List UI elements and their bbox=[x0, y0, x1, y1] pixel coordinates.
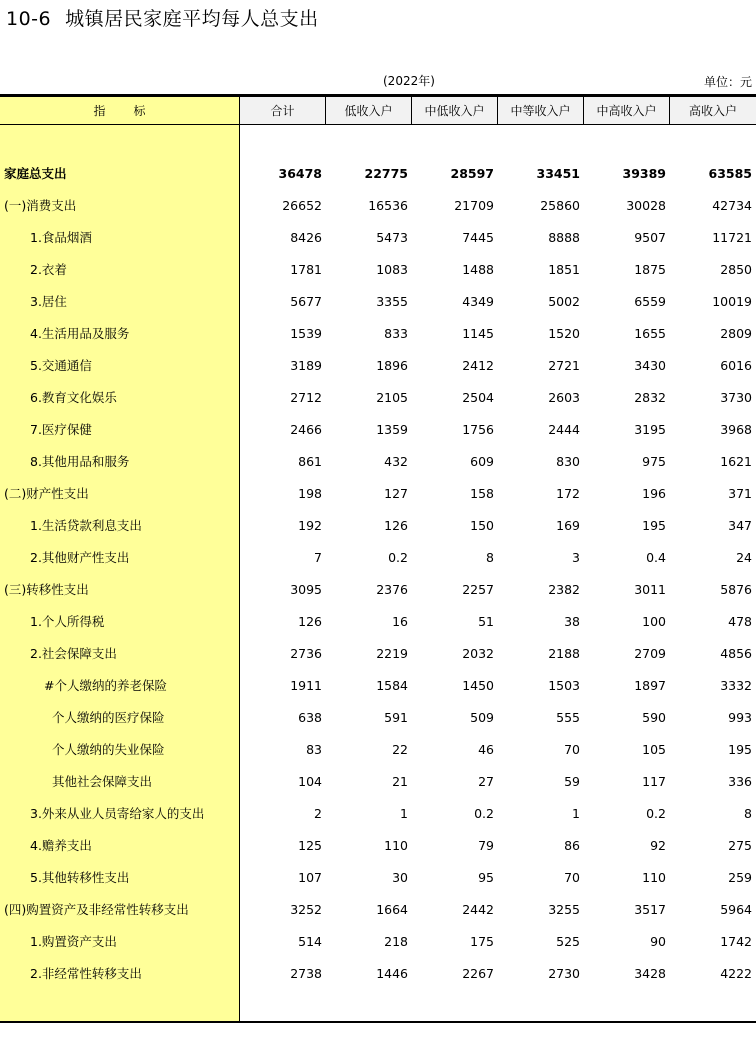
cell-total: 1539 bbox=[290, 326, 322, 341]
row-label: 5.交通通信 bbox=[30, 358, 92, 373]
table-row bbox=[0, 574, 756, 606]
table-row bbox=[0, 638, 756, 670]
table-row bbox=[0, 350, 756, 382]
cell-upper-middle-income: 92 bbox=[650, 838, 666, 853]
row-label: 4.生活用品及服务 bbox=[30, 326, 130, 341]
table-row bbox=[0, 382, 756, 414]
header-upper-middle-income: 中高收入户 bbox=[584, 97, 670, 125]
row-label: 1.生活贷款利息支出 bbox=[30, 518, 142, 533]
cell-low-income: 1896 bbox=[376, 358, 408, 373]
table-row bbox=[0, 606, 756, 638]
cell-high-income: 195 bbox=[728, 742, 752, 757]
cell-upper-middle-income: 3011 bbox=[634, 582, 666, 597]
cell-high-income: 6016 bbox=[720, 358, 752, 373]
cell-high-income: 1742 bbox=[720, 934, 752, 949]
cell-low-income: 1584 bbox=[376, 678, 408, 693]
row-label: 7.医疗保健 bbox=[30, 422, 92, 437]
cell-high-income: 478 bbox=[728, 614, 752, 629]
row-label: (一)消费支出 bbox=[4, 198, 77, 213]
cell-middle-income: 830 bbox=[556, 454, 580, 469]
unit-label: 单位：元 bbox=[703, 75, 752, 89]
cell-total: 514 bbox=[298, 934, 322, 949]
row-label: (四)购置资产及非经常性转移支出 bbox=[4, 902, 189, 917]
row-label: 2.其他财产性支出 bbox=[30, 550, 130, 565]
table-row bbox=[0, 190, 756, 222]
cell-high-income: 24 bbox=[736, 550, 752, 565]
cell-middle-income: 2721 bbox=[548, 358, 580, 373]
page-title bbox=[6, 4, 319, 31]
cell-upper-middle-income: 1897 bbox=[634, 678, 666, 693]
cell-lower-middle-income: 2267 bbox=[462, 966, 494, 981]
cell-lower-middle-income: 8 bbox=[486, 550, 494, 565]
cell-lower-middle-income: 1756 bbox=[462, 422, 494, 437]
cell-low-income: 5473 bbox=[376, 230, 408, 245]
cell-middle-income: 86 bbox=[564, 838, 580, 853]
row-label: 1.购置资产支出 bbox=[30, 934, 117, 949]
table-row bbox=[0, 830, 756, 862]
header-indicator: 指标 bbox=[0, 97, 240, 125]
cell-lower-middle-income: 150 bbox=[470, 518, 494, 533]
table-row bbox=[0, 958, 756, 990]
cell-upper-middle-income: 2832 bbox=[634, 390, 666, 405]
cell-lower-middle-income: 21709 bbox=[454, 198, 494, 213]
row-label: 6.教育文化娱乐 bbox=[30, 390, 117, 405]
table-row bbox=[0, 926, 756, 958]
cell-total: 36478 bbox=[278, 166, 322, 181]
table-row bbox=[0, 318, 756, 350]
cell-upper-middle-income: 117 bbox=[642, 774, 666, 789]
year-label: (2022年) bbox=[383, 74, 435, 88]
row-label: 2.非经常性转移支出 bbox=[30, 966, 142, 981]
cell-lower-middle-income: 27 bbox=[478, 774, 494, 789]
cell-low-income: 1446 bbox=[376, 966, 408, 981]
cell-high-income: 42734 bbox=[712, 198, 752, 213]
cell-lower-middle-income: 28597 bbox=[450, 166, 494, 181]
cell-upper-middle-income: 39389 bbox=[622, 166, 666, 181]
cell-total: 638 bbox=[298, 710, 322, 725]
row-label: 家庭总支出 bbox=[4, 166, 67, 181]
cell-total: 7 bbox=[314, 550, 322, 565]
cell-low-income: 126 bbox=[384, 518, 408, 533]
cell-upper-middle-income: 105 bbox=[642, 742, 666, 757]
cell-middle-income: 525 bbox=[556, 934, 580, 949]
cell-total: 104 bbox=[298, 774, 322, 789]
cell-middle-income: 38 bbox=[564, 614, 580, 629]
cell-upper-middle-income: 2709 bbox=[634, 646, 666, 661]
cell-lower-middle-income: 2442 bbox=[462, 902, 494, 917]
cell-low-income: 127 bbox=[384, 486, 408, 501]
table-row bbox=[0, 446, 756, 478]
row-label: #个人缴纳的养老保险 bbox=[44, 678, 167, 693]
cell-middle-income: 25860 bbox=[540, 198, 580, 213]
cell-upper-middle-income: 90 bbox=[650, 934, 666, 949]
cell-high-income: 1621 bbox=[720, 454, 752, 469]
row-label: 1.食品烟酒 bbox=[30, 230, 92, 245]
cell-low-income: 1664 bbox=[376, 902, 408, 917]
cell-high-income: 2850 bbox=[720, 262, 752, 277]
cell-high-income: 371 bbox=[728, 486, 752, 501]
table-row bbox=[0, 862, 756, 894]
cell-total: 3095 bbox=[290, 582, 322, 597]
header-total: 合计 bbox=[240, 97, 326, 125]
cell-lower-middle-income: 2257 bbox=[462, 582, 494, 597]
cell-high-income: 5964 bbox=[720, 902, 752, 917]
row-label: 3.外来从业人员寄给家人的支出 bbox=[30, 806, 205, 821]
cell-high-income: 3968 bbox=[720, 422, 752, 437]
cell-upper-middle-income: 1875 bbox=[634, 262, 666, 277]
cell-low-income: 16536 bbox=[368, 198, 408, 213]
cell-upper-middle-income: 195 bbox=[642, 518, 666, 533]
cell-low-income: 591 bbox=[384, 710, 408, 725]
cell-low-income: 110 bbox=[384, 838, 408, 853]
table-row bbox=[0, 734, 756, 766]
row-label: 其他社会保障支出 bbox=[52, 774, 153, 789]
row-label: (二)财产性支出 bbox=[4, 486, 89, 501]
cell-total: 2466 bbox=[290, 422, 322, 437]
cell-middle-income: 1520 bbox=[548, 326, 580, 341]
cell-low-income: 2219 bbox=[376, 646, 408, 661]
cell-lower-middle-income: 51 bbox=[478, 614, 494, 629]
table-row bbox=[0, 798, 756, 830]
cell-upper-middle-income: 3430 bbox=[634, 358, 666, 373]
cell-low-income: 1 bbox=[400, 806, 408, 821]
cell-upper-middle-income: 110 bbox=[642, 870, 666, 885]
row-label: 1.个人所得税 bbox=[30, 614, 105, 629]
cell-middle-income: 2444 bbox=[548, 422, 580, 437]
cell-low-income: 2105 bbox=[376, 390, 408, 405]
cell-high-income: 5876 bbox=[720, 582, 752, 597]
cell-upper-middle-income: 0.2 bbox=[646, 806, 666, 821]
table-row bbox=[0, 894, 756, 926]
cell-middle-income: 169 bbox=[556, 518, 580, 533]
cell-high-income: 3332 bbox=[720, 678, 752, 693]
row-label: 4.赡养支出 bbox=[30, 838, 92, 853]
cell-middle-income: 172 bbox=[556, 486, 580, 501]
cell-high-income: 11721 bbox=[712, 230, 752, 245]
cell-middle-income: 1 bbox=[572, 806, 580, 821]
cell-total: 125 bbox=[298, 838, 322, 853]
cell-upper-middle-income: 3195 bbox=[634, 422, 666, 437]
cell-low-income: 3355 bbox=[376, 294, 408, 309]
cell-lower-middle-income: 509 bbox=[470, 710, 494, 725]
row-label: 个人缴纳的医疗保险 bbox=[52, 710, 165, 725]
cell-total: 8426 bbox=[290, 230, 322, 245]
cell-lower-middle-income: 2412 bbox=[462, 358, 494, 373]
cell-lower-middle-income: 175 bbox=[470, 934, 494, 949]
cell-high-income: 4222 bbox=[720, 966, 752, 981]
cell-low-income: 16 bbox=[392, 614, 408, 629]
cell-total: 861 bbox=[298, 454, 322, 469]
cell-middle-income: 33451 bbox=[536, 166, 580, 181]
table-bottom-rule bbox=[0, 1021, 756, 1023]
table-title: 城镇居民家庭平均每人总支出 bbox=[65, 8, 319, 30]
cell-total: 1911 bbox=[290, 678, 322, 693]
table-row bbox=[0, 670, 756, 702]
table-row bbox=[0, 286, 756, 318]
cell-lower-middle-income: 46 bbox=[478, 742, 494, 757]
table-row bbox=[0, 254, 756, 286]
cell-lower-middle-income: 1145 bbox=[462, 326, 494, 341]
cell-total: 26652 bbox=[282, 198, 322, 213]
cell-low-income: 432 bbox=[384, 454, 408, 469]
cell-total: 2738 bbox=[290, 966, 322, 981]
cell-middle-income: 2603 bbox=[548, 390, 580, 405]
row-label: 2.社会保障支出 bbox=[30, 646, 117, 661]
row-label: 5.其他转移性支出 bbox=[30, 870, 130, 885]
cell-total: 3252 bbox=[290, 902, 322, 917]
cell-total: 126 bbox=[298, 614, 322, 629]
cell-middle-income: 70 bbox=[564, 742, 580, 757]
cell-upper-middle-income: 196 bbox=[642, 486, 666, 501]
header-high-income: 高收入户 bbox=[670, 97, 756, 125]
row-label: 个人缴纳的失业保险 bbox=[52, 742, 165, 757]
cell-upper-middle-income: 30028 bbox=[626, 198, 666, 213]
table-row bbox=[0, 158, 756, 190]
cell-lower-middle-income: 79 bbox=[478, 838, 494, 853]
cell-upper-middle-income: 0.4 bbox=[646, 550, 666, 565]
cell-high-income: 275 bbox=[728, 838, 752, 853]
cell-high-income: 8 bbox=[744, 806, 752, 821]
row-label: 3.居住 bbox=[30, 294, 67, 309]
cell-high-income: 3730 bbox=[720, 390, 752, 405]
cell-middle-income: 59 bbox=[564, 774, 580, 789]
cell-total: 2736 bbox=[290, 646, 322, 661]
cell-total: 83 bbox=[306, 742, 322, 757]
cell-middle-income: 3 bbox=[572, 550, 580, 565]
cell-high-income: 4856 bbox=[720, 646, 752, 661]
cell-total: 1781 bbox=[290, 262, 322, 277]
cell-lower-middle-income: 2032 bbox=[462, 646, 494, 661]
table-row bbox=[0, 702, 756, 734]
header-lower-middle-income: 中低收入户 bbox=[412, 97, 498, 125]
cell-total: 2 bbox=[314, 806, 322, 821]
cell-low-income: 0.2 bbox=[388, 550, 408, 565]
cell-total: 107 bbox=[298, 870, 322, 885]
cell-lower-middle-income: 95 bbox=[478, 870, 494, 885]
cell-upper-middle-income: 1655 bbox=[634, 326, 666, 341]
cell-middle-income: 2730 bbox=[548, 966, 580, 981]
header-low-income: 低收入户 bbox=[326, 97, 412, 125]
cell-low-income: 21 bbox=[392, 774, 408, 789]
cell-upper-middle-income: 9507 bbox=[634, 230, 666, 245]
cell-high-income: 2809 bbox=[720, 326, 752, 341]
cell-total: 198 bbox=[298, 486, 322, 501]
cell-middle-income: 1851 bbox=[548, 262, 580, 277]
row-label: 8.其他用品和服务 bbox=[30, 454, 130, 469]
cell-high-income: 63585 bbox=[708, 166, 752, 181]
table-row bbox=[0, 414, 756, 446]
cell-lower-middle-income: 609 bbox=[470, 454, 494, 469]
cell-middle-income: 5002 bbox=[548, 294, 580, 309]
cell-low-income: 833 bbox=[384, 326, 408, 341]
cell-total: 2712 bbox=[290, 390, 322, 405]
cell-low-income: 22775 bbox=[364, 166, 408, 181]
cell-high-income: 10019 bbox=[712, 294, 752, 309]
table-row bbox=[0, 222, 756, 254]
header-middle-income: 中等收入户 bbox=[498, 97, 584, 125]
cell-upper-middle-income: 590 bbox=[642, 710, 666, 725]
cell-upper-middle-income: 3428 bbox=[634, 966, 666, 981]
cell-lower-middle-income: 1488 bbox=[462, 262, 494, 277]
cell-middle-income: 1503 bbox=[548, 678, 580, 693]
cell-middle-income: 2382 bbox=[548, 582, 580, 597]
cell-lower-middle-income: 7445 bbox=[462, 230, 494, 245]
cell-lower-middle-income: 4349 bbox=[462, 294, 494, 309]
cell-high-income: 259 bbox=[728, 870, 752, 885]
cell-low-income: 1359 bbox=[376, 422, 408, 437]
cell-upper-middle-income: 975 bbox=[642, 454, 666, 469]
cell-upper-middle-income: 3517 bbox=[634, 902, 666, 917]
cell-middle-income: 555 bbox=[556, 710, 580, 725]
cell-total: 192 bbox=[298, 518, 322, 533]
cell-low-income: 1083 bbox=[376, 262, 408, 277]
cell-middle-income: 3255 bbox=[548, 902, 580, 917]
table-row bbox=[0, 766, 756, 798]
cell-high-income: 993 bbox=[728, 710, 752, 725]
table-code: 10-6 bbox=[6, 8, 52, 30]
cell-low-income: 30 bbox=[392, 870, 408, 885]
cell-high-income: 347 bbox=[728, 518, 752, 533]
cell-lower-middle-income: 158 bbox=[470, 486, 494, 501]
cell-lower-middle-income: 1450 bbox=[462, 678, 494, 693]
cell-total: 5677 bbox=[290, 294, 322, 309]
cell-total: 3189 bbox=[290, 358, 322, 373]
cell-upper-middle-income: 100 bbox=[642, 614, 666, 629]
row-label: (三)转移性支出 bbox=[4, 582, 89, 597]
table-row bbox=[0, 510, 756, 542]
cell-low-income: 22 bbox=[392, 742, 408, 757]
cell-middle-income: 70 bbox=[564, 870, 580, 885]
cell-middle-income: 8888 bbox=[548, 230, 580, 245]
row-label: 2.衣着 bbox=[30, 262, 67, 277]
cell-low-income: 2376 bbox=[376, 582, 408, 597]
cell-low-income: 218 bbox=[384, 934, 408, 949]
cell-high-income: 336 bbox=[728, 774, 752, 789]
table-row bbox=[0, 542, 756, 574]
cell-middle-income: 2188 bbox=[548, 646, 580, 661]
table-header bbox=[0, 97, 756, 125]
cell-upper-middle-income: 6559 bbox=[634, 294, 666, 309]
cell-lower-middle-income: 0.2 bbox=[474, 806, 494, 821]
table-row bbox=[0, 478, 756, 510]
cell-lower-middle-income: 2504 bbox=[462, 390, 494, 405]
